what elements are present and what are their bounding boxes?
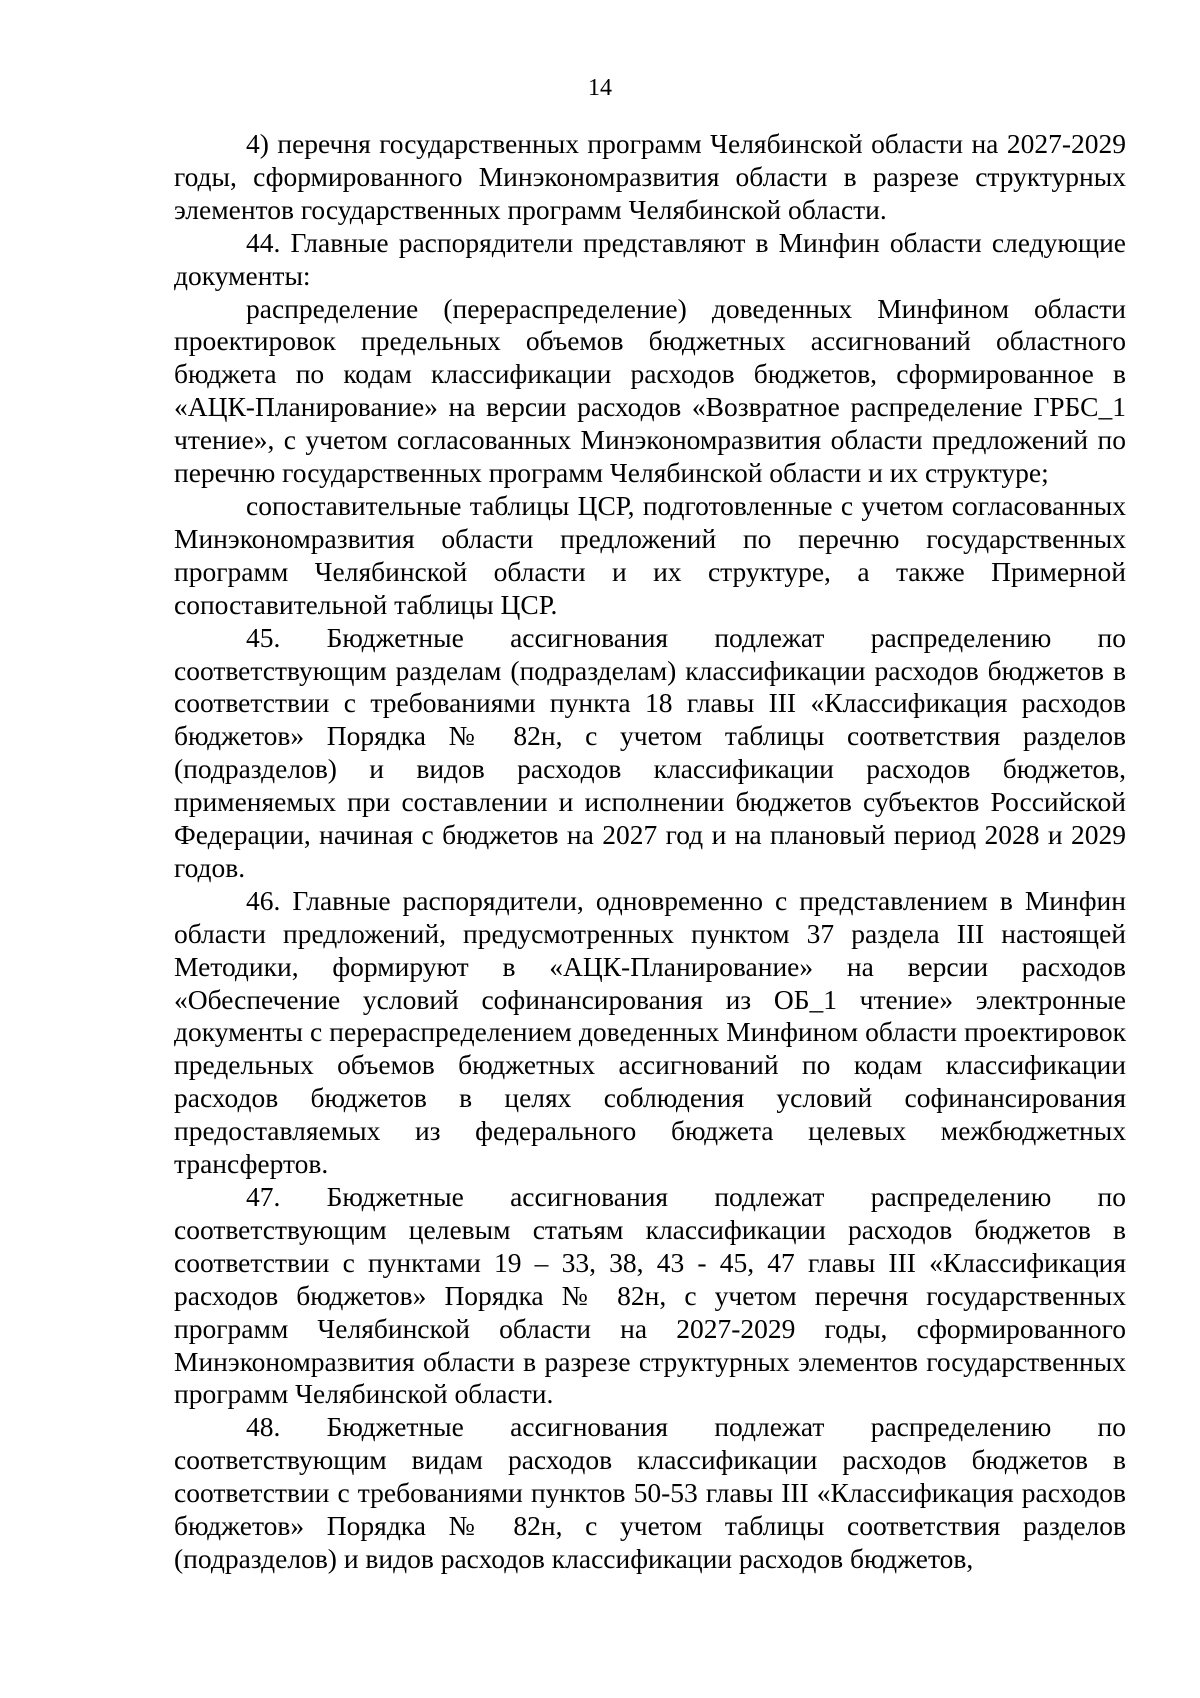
paragraph-47: 47. Бюджетные ассигнования подлежат распределению по соответствующим целевым статьям классификации расходов бюджетов в соответствии с пунктами 19 – 33, 38, 43 - 45, 47 главы III «Классификация расходов бюджетов» Порядка № 82н, с учетом перечня государственных программ Челябинской области на 2027-2029 годы, сформированного Минэкономразвития области в разрезе структурных элементов государственных программ Челябинской области. bbox=[174, 1181, 1126, 1410]
paragraph-item-4: 4) перечня государственных программ Челябинской области на 2027-2029 годы, сформированного Минэкономразвития области в разрезе структурных элементов государственных программ Челябинской области. bbox=[174, 128, 1126, 225]
paragraph-44: 44. Главные распорядители представляют в Минфин области следующие документы: bbox=[174, 226, 1126, 291]
paragraph-44-comparison-tables: сопоставительные таблицы ЦСР, подготовленные с учетом согласованных Минэкономразвития области предложений по перечню государственных программ Челябинской области и их структуре, а также Примерной сопоставительной таблицы ЦСР. bbox=[174, 489, 1126, 620]
document-body bbox=[174, 128, 1126, 1576]
page-number: 14 bbox=[588, 75, 612, 101]
paragraph-45: 45. Бюджетные ассигнования подлежат распределению по соответствующим разделам (подразделам) классификации расходов бюджетов в соответствии с требованиями пункта 18 главы III «Классификация расходов бюджетов» Порядка № 82н, с учетом таблицы соответствия разделов (подразделов) и видов расходов классификации расходов бюджетов, применяемых при составлении и исполнении бюджетов субъектов Российской Федерации, начиная с бюджетов на 2027 год и на плановый период 2028 и 2029 годов. bbox=[174, 621, 1126, 883]
paragraph-48: 48. Бюджетные ассигнования подлежат распределению по соответствующим видам расходов классификации расходов бюджетов в соответствии с требованиями пунктов 50-53 главы III «Классификация расходов бюджетов» Порядка № 82н, с учетом таблицы соответствия разделов (подразделов) и видов расходов классификации расходов бюджетов, bbox=[174, 1411, 1126, 1574]
paragraph-46: 46. Главные распорядители, одновременно с представлением в Минфин области предложений, предусмотренных пунктом 37 раздела III настоящей Методики, формируют в «АЦК-Планирование» на версии расходов «Обеспечение условий софинансирования из ОБ_1 чтение» электронные документы с перераспределением доведенных Минфином области проектировок предельных объемов бюджетных ассигнований по кодам классификации расходов бюджетов в целях соблюдения условий софинансирования предоставляемых из федерального бюджета целевых межбюджетных трансфертов. bbox=[174, 884, 1126, 1180]
paragraph-44-distribution: распределение (перераспределение) доведенных Минфином области проектировок предельных объемов бюджетных ассигнований областного бюджета по кодам классификации расходов бюджетов, сформированное в «АЦК-Планирование» на версии расходов «Возвратное распределение ГРБС_1 чтение», с учетом согласованных Минэкономразвития области предложений по перечню государственных программ Челябинской области и их структуре; bbox=[174, 292, 1126, 489]
